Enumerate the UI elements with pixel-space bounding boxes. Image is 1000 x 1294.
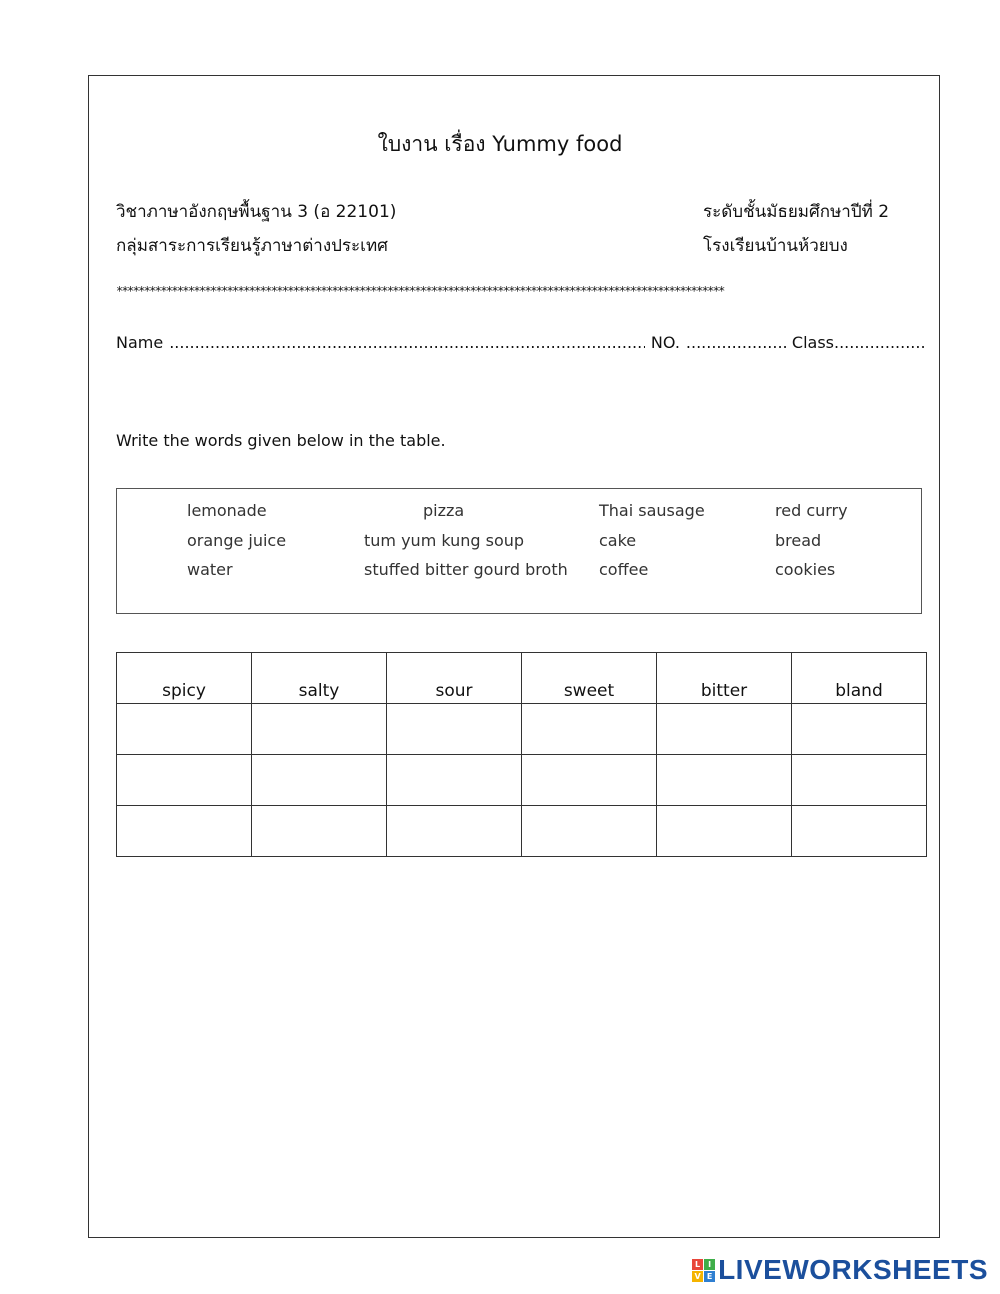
logo-icon (692, 1259, 715, 1282)
drop-cell[interactable] (252, 755, 387, 806)
worksheet-title: ใบงาน เรื่อง Yummy food (377, 132, 623, 156)
name-field[interactable] (169, 333, 645, 352)
level-text: ระดับชั้นมัธยมศึกษาปีที่ 2 (703, 202, 890, 222)
word-item[interactable]: stuffed bitter gourd broth (364, 560, 568, 579)
word-item[interactable]: lemonade (187, 501, 267, 520)
class-field[interactable] (834, 333, 926, 352)
word-item[interactable]: orange juice (187, 531, 287, 550)
table-row (117, 806, 927, 857)
word-item[interactable]: Thai sausage (599, 501, 705, 520)
class-label: Class (791, 333, 834, 352)
header-spicy: spicy (117, 653, 252, 704)
drop-cell[interactable] (657, 806, 792, 857)
name-label: Name (116, 333, 164, 352)
drop-cell[interactable] (117, 755, 252, 806)
drop-cell[interactable] (387, 704, 522, 755)
logo-square-e: E (704, 1271, 715, 1282)
word-item[interactable]: coffee (599, 560, 649, 579)
drop-cell[interactable] (117, 704, 252, 755)
drop-cell[interactable] (522, 806, 657, 857)
header-salty: salty (252, 653, 387, 704)
drop-cell[interactable] (117, 806, 252, 857)
no-label: NO. (650, 333, 680, 352)
drop-cell[interactable] (522, 704, 657, 755)
table-header-row (117, 653, 927, 704)
drop-cell[interactable] (522, 755, 657, 806)
drop-cell[interactable] (792, 806, 927, 857)
drop-cell[interactable] (657, 755, 792, 806)
drop-cell[interactable] (657, 704, 792, 755)
logo-square-l: L (692, 1259, 703, 1270)
star-separator: ************************************************************************************************************** (116, 284, 724, 298)
department-text: กลุ่มสาระการเรียนรู้ภาษาต่างประเทศ (116, 236, 388, 256)
drop-cell[interactable] (387, 755, 522, 806)
header-right (703, 195, 889, 263)
word-item[interactable]: red curry (775, 501, 848, 520)
liveworksheets-logo (692, 1254, 988, 1286)
word-item[interactable]: tum yum kung soup (364, 531, 525, 550)
word-item[interactable]: bread (775, 531, 822, 550)
drop-cell[interactable] (387, 806, 522, 857)
word-bank (116, 488, 922, 614)
header-bitter: bitter (657, 653, 792, 704)
drop-cell[interactable] (792, 755, 927, 806)
drop-cell[interactable] (252, 806, 387, 857)
school-text: โรงเรียนบ้านห้วยบง (703, 236, 848, 256)
category-table (116, 652, 927, 857)
word-item[interactable]: cake (599, 531, 637, 550)
table-row (117, 704, 927, 755)
logo-square-v: V (692, 1271, 703, 1282)
word-item[interactable]: pizza (423, 501, 465, 520)
word-item[interactable]: cookies (775, 560, 836, 579)
table-row (117, 755, 927, 806)
header-sweet: sweet (522, 653, 657, 704)
student-info-line (116, 333, 926, 352)
drop-cell[interactable] (252, 704, 387, 755)
drop-cell[interactable] (792, 704, 927, 755)
no-field[interactable] (686, 333, 786, 352)
logo-square-i: I (704, 1259, 715, 1270)
word-item[interactable]: water (187, 560, 233, 579)
header-bland: bland (792, 653, 927, 704)
header-sour: sour (387, 653, 522, 704)
logo-text: LIVEWORKSHEETS (718, 1254, 988, 1285)
instruction-text: Write the words given below in the table. (116, 431, 446, 450)
subject-text: วิชาภาษาอังกฤษพื้นฐาน 3 (อ 22101) (116, 202, 397, 222)
header-left (116, 195, 396, 263)
